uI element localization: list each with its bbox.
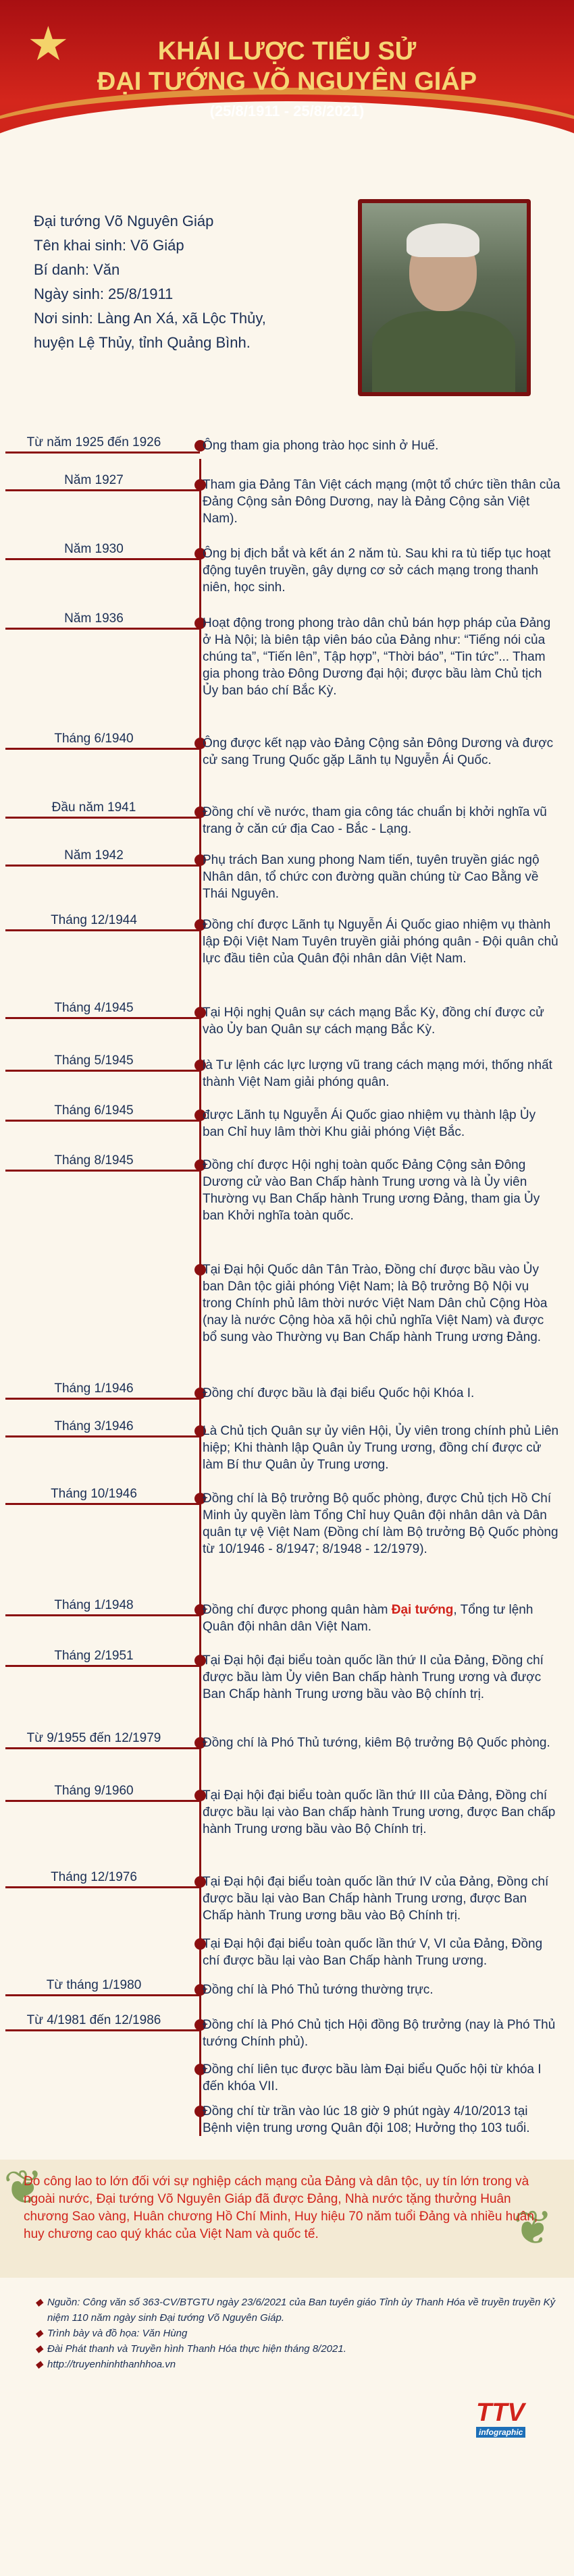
honors-quote-box [0,2160,574,2278]
ttv-logo [476,2399,564,2440]
bio-line: Tên khai sinh: Võ Giáp [34,237,184,254]
life-dates: (25/8/1911 - 25/8/2021) [209,103,365,119]
bullet-icon: ◆ [35,2297,43,2308]
rank-highlight: Đại tướng [391,1603,454,1617]
event-date: Tháng 12/1944 [5,911,182,931]
event-text-part: Đồng chí được phong quân hàm [203,1603,392,1617]
note-item [34,2326,560,2341]
event-text: Ông tham gia phong trào học sinh ở Huế. [203,439,439,453]
star-icon: ★ [27,18,70,70]
event-text: Đồng chí được Lãnh tụ Nguyễn Ái Quốc giao nhiệm vụ thành lập Đội Việt Nam Tuyên truyền giải phóng quân - Đội quân chủ lực đầu tiên của Quân đội nhân dân Việt Nam. [203,918,558,966]
bullet-icon: ◆ [35,2359,43,2370]
event-date: Tháng 10/1946 [5,1485,182,1505]
leaf-icon: ❦ [513,2201,553,2254]
honors-quote: Do công lao to lớn đối với sự nghiệp cách mạng của Đảng và dân tộc, uy tín lớn trong và ngoài nước, Đại tướng Võ Nguyên Giáp đã được Đảng, Nhà nước tặng thưởng Huân chương Sao vàng, Huân chương Hồ Chí Minh, Huy hiệu 70 năm tuổi Đảng và nhiều huân, huy chương cao quý khác của Việt Nam và quốc tế. [24,2174,538,2241]
event-text-part: , Tổng tư lệnh Quân đội nhân dân Việt Nam. [203,1603,533,1634]
event-text [203,1601,560,1635]
event-date: Năm 1927 [5,471,182,491]
event-text: là Tư lệnh các lực lượng vũ trang cách mạng mới, thống nhất thành Việt Nam giải phóng quân. [203,1058,552,1089]
page-title-line1: KHÁI LƯỢC TIỂU SỬ [157,37,417,65]
page-title-line2: ĐẠI TƯỚNG VÕ NGUYÊN GIÁP [97,67,477,96]
event-date: Tháng 5/1945 [5,1051,182,1072]
event-date: Năm 1942 [5,846,182,867]
event-date: Năm 1936 [5,609,182,630]
event-date: Tháng 8/1945 [5,1151,182,1172]
event-date: Tháng 6/1945 [5,1101,182,1122]
bio-line: Đại tướng Võ Nguyên Giáp [34,213,214,229]
event-text: Đồng chí là Phó Thủ tướng thường trực. [203,1983,434,1997]
event-text: Hoạt động trong phong trào dân chủ bán hợp pháp của Đảng ở Hà Nội; là biên tập viên báo của Đảng như: “Tiếng nói của chúng ta”, “Tiến lên”, Tập hợp”, “Thời báo”, “Tin tức”... Tham gia phong trào Đông Dương đại hội; được bầu làm Chủ tịch Ủy ban báo chí Bắc Kỳ. [203,616,551,698]
event-date: Tháng 3/1946 [5,1417,182,1437]
event-text: Tại Đại hội đại biểu toàn quốc lần thứ V, VI của Đảng, Đồng chí được bầu lại vào Ban Chấp hành Trung ương. [203,1937,543,1968]
note-item [34,2341,560,2357]
leaf-icon: ❦ [3,2161,43,2214]
event-text: Đồng chí là Phó Thủ tướng, kiêm Bộ trưởng Bộ Quốc phòng. [203,1736,550,1750]
note-item [34,2357,560,2372]
event-date: Đầu năm 1941 [5,798,182,819]
bio-line: huyện Lệ Thủy, tỉnh Quảng Bình. [34,334,251,351]
event-text: Ông bị địch bắt và kết án 2 năm tù. Sau khi ra tù tiếp tục hoạt động tuyên truyền, gây dựng cơ sở cách mạng trong thanh niên, học sinh. [203,547,551,595]
source-notes [34,2295,560,2372]
note-text: Trình bày và đồ họa: Văn Hùng [47,2328,188,2339]
event-text: được Lãnh tụ Nguyễn Ái Quốc giao nhiệm vụ thành lập Ủy ban Chỉ huy lâm thời Khu giải phóng Việt Bắc. [203,1108,536,1139]
note-text: Đài Phát thanh và Truyền hình Thanh Hóa thực hiện tháng 8/2021. [47,2343,346,2355]
event-date: Tháng 6/1940 [5,730,182,750]
event-text: Đồng chí được bầu là đại biểu Quốc hội Khóa I. [203,1386,475,1400]
event-text: Tại Hội nghị Quân sự cách mạng Bắc Kỳ, đồng chí được cử vào Ủy ban Quân sự cách mạng Bắc Kỳ. [203,1006,544,1037]
bio-line: Ngày sinh: 25/8/1911 [34,285,174,302]
event-date: Năm 1930 [5,540,182,560]
event-text: Tại Đại hội đại biểu toàn quốc lần thứ III của Đảng, Đồng chí được bầu lại vào Ban chấp hành Trung ương, được Ban chấp hành Trung ương bầu vào Bộ Chính trị. [203,1788,556,1836]
event-date: Từ năm 1925 đến 1926 [5,433,182,454]
bullet-icon: ◆ [35,2328,43,2339]
event-text: Đồng chí về nước, tham gia công tác chuẩn bị khởi nghĩa vũ trang ở căn cứ địa Cao - Bắc - Lạng. [203,805,547,836]
event-text: Đồng chí được Hội nghị toàn quốc Đảng Cộng sản Đông Dương cử vào Ban Chấp hành Trung ương và là Ủy viên Thường vụ Ban Chấp hành Trung ương Đảng, tham gia Ủy ban Khởi nghĩa toàn quốc. [203,1158,540,1223]
event-date: Tháng 1/1948 [5,1596,182,1616]
event-text: Tại Đại hội đại biểu toàn quốc lần thứ IV của Đảng, Đồng chí được bầu lại vào Ban Chấp hành Trung ương, được Ban Chấp hành Trung ương bầu vào Bộ Chính trị. [203,1875,549,1923]
bullet-icon: ◆ [35,2343,43,2355]
event-date: Từ tháng 1/1980 [5,1976,182,1996]
event-text: Đồng chí liên tục được bầu làm Đại biểu Quốc hội từ khóa I đến khóa VII. [203,2062,542,2093]
header-banner [0,0,574,169]
event-text: Đồng chí là Bộ trưởng Bộ quốc phòng, được Chủ tịch Hồ Chí Minh ủy quyền làm Tổng Chỉ huy Quân đội nhân dân và Dân quân tự vệ Việt Nam (Đồng chí làm Bộ trưởng Bộ Quốc phòng từ 10/1946 - 8/1947; 8/1948 - 12/1979). [203,1491,558,1556]
event-text: Tham gia Đảng Tân Việt cách mạng (một tổ chức tiền thân của Đảng Cộng sản Đông Dương, nay là Đảng Cộng sản Việt Nam). [203,478,560,526]
event-text: Đồng chí là Phó Chủ tịch Hội đồng Bộ trưởng (nay là Phó Thủ tướng Chính phủ). [203,2018,556,2049]
event-date: Tháng 4/1945 [5,999,182,1019]
event-text: Tại Đại hội đại biểu toàn quốc lần thứ II của Đảng, Đồng chí được bầu làm Ủy viên Ban chấp hành Trung ương và được Ban Chấp hành Trung ương bầu vào Bộ chính trị. [203,1653,544,1701]
event-date: Tháng 9/1960 [5,1782,182,1802]
event-text: Phụ trách Ban xung phong Nam tiến, tuyên truyền giác ngộ Nhân dân, tổ chức con đường quần chúng từ Cao Bằng về Thái Nguyên. [203,853,540,901]
event-text: Đồng chí từ trần vào lúc 18 giờ 9 phút ngày 4/10/2013 tại Bệnh viện trung ương Quân đội 108; Hưởng thọ 103 tuổi. [203,2104,530,2135]
bio-block [34,209,344,355]
note-text: Nguồn: Công văn số 363-CV/BTGTU ngày 23/6/2021 của Ban tuyên giáo Tỉnh ủy Thanh Hóa về truyền truyền Kỷ niệm 110 năm ngày sinh Đại tướng Võ Nguyên Giáp. [47,2297,556,2324]
event-date: Tháng 2/1951 [5,1647,182,1667]
note-item [34,2295,560,2326]
event-date: Tháng 1/1946 [5,1379,182,1400]
source-link[interactable]: http://truyenhinhthanhhoa.vn [47,2359,176,2370]
portrait-photo [358,199,531,396]
logo-sub: infographic [476,2427,525,2438]
event-text: Tại Đại hội Quốc dân Tân Trào, Đồng chí được bầu vào Ủy ban Dân tộc giải phóng Việt Nam; là Bộ trưởng Bộ Nội vụ trong Chính phủ lâm thời nước Việt Nam Dân chủ Cộng Hòa (nay là nước Cộng hòa xã hội chủ nghĩa Việt Nam) và được bổ sung vào Thường vụ Ban Chấp hành Trung ương Đảng. [203,1263,548,1344]
event-text: Là Chủ tịch Quân sự ủy viên Hội, Ủy viên trong chính phủ Liên hiệp; Khi thành lập Quân ủy Trung ương, đồng chí được cử làm Bí thư Quân ủy Trung ương. [203,1424,559,1472]
event-date: Từ 4/1981 đến 12/1986 [5,2011,182,2031]
event-text: Ông được kết nạp vào Đảng Cộng sản Đông Dương và được cử sang Trung Quốc gặp Lãnh tụ Nguyễn Ái Quốc. [203,736,554,767]
event-date: Từ 9/1955 đến 12/1979 [5,1729,182,1749]
event-date: Tháng 12/1976 [5,1868,182,1888]
logo-main: TTV [476,2399,525,2427]
bio-line: Nơi sinh: Làng An Xá, xã Lộc Thủy, [34,310,266,327]
bio-line: Bí danh: Văn [34,261,120,278]
